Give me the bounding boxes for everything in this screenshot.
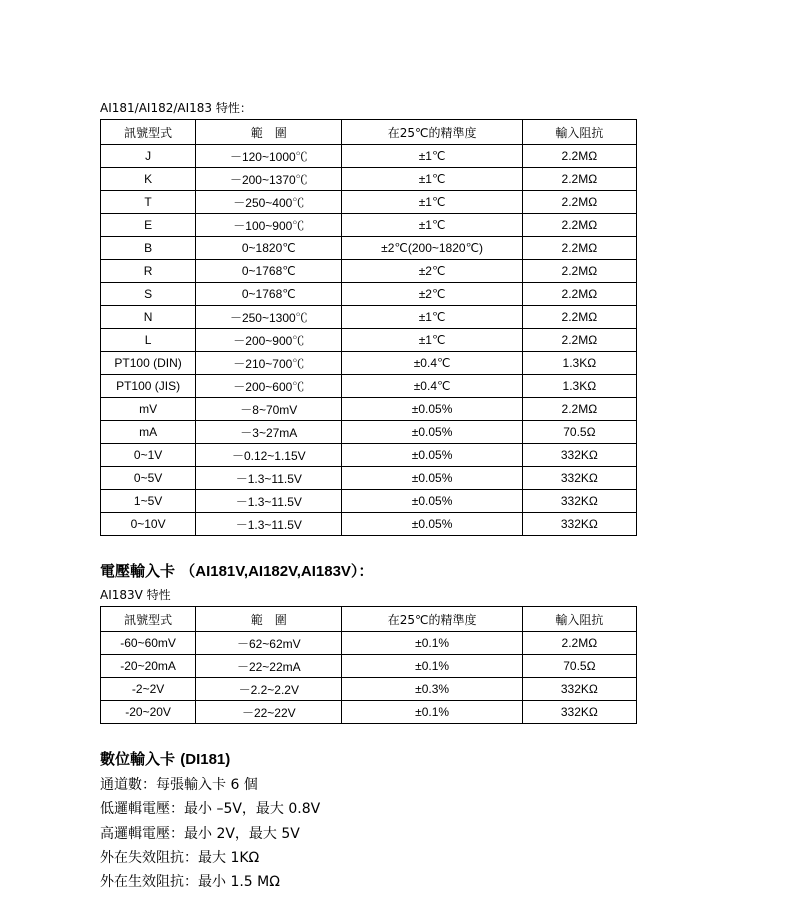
- table-row: [101, 398, 637, 421]
- table1-body: [101, 145, 637, 536]
- cell-range: －200~1370℃: [196, 168, 342, 191]
- table-header-row: [101, 607, 637, 632]
- cell-range: －62~62mV: [196, 632, 342, 655]
- cell-range: －200~900℃: [196, 329, 342, 352]
- table-row: [101, 701, 637, 724]
- cell-input-impedance: 332KΩ: [522, 444, 636, 467]
- cell-input-impedance: 2.2MΩ: [522, 632, 636, 655]
- header-signal-type: 訊號型式: [101, 120, 196, 145]
- table-row: [101, 306, 637, 329]
- cell-accuracy: ±0.1%: [342, 655, 522, 678]
- spec-line-off-impedance: 外在失效阻抗：最大 1KΩ: [100, 850, 260, 866]
- cell-range: －2.2~2.2V: [196, 678, 342, 701]
- cell-range: －0.12~1.15V: [196, 444, 342, 467]
- cell-accuracy: ±0.4℃: [342, 375, 522, 398]
- header-input-impedance: 輸入阻抗: [522, 120, 636, 145]
- table-row: [101, 444, 637, 467]
- cell-accuracy: ±0.05%: [342, 467, 522, 490]
- section3-title-en: (DI181): [180, 751, 231, 768]
- table-row: [101, 214, 637, 237]
- cell-input-impedance: 70.5Ω: [522, 421, 636, 444]
- cell-signal-type: -20~20mA: [101, 655, 196, 678]
- section2-title-en: （AI181V,AI182V,AI183V）：: [180, 563, 374, 580]
- table1-caption: AI181/AI182/AI183 特性：: [100, 101, 252, 115]
- cell-signal-type: PT100 (JIS): [101, 375, 196, 398]
- cell-input-impedance: 2.2MΩ: [522, 145, 636, 168]
- table-row: [101, 237, 637, 260]
- cell-range: －8~70mV: [196, 398, 342, 421]
- cell-accuracy: ±0.05%: [342, 398, 522, 421]
- table-header-row: [101, 120, 637, 145]
- cell-range: －3~27mA: [196, 421, 342, 444]
- cell-range: －22~22V: [196, 701, 342, 724]
- cell-signal-type: J: [101, 145, 196, 168]
- cell-input-impedance: 332KΩ: [522, 701, 636, 724]
- table-row: [101, 329, 637, 352]
- header-accuracy: 在25℃的精準度: [342, 607, 522, 632]
- cell-input-impedance: 332KΩ: [522, 678, 636, 701]
- table-row: [101, 678, 637, 701]
- section3-title-zh: 數位輸入卡: [100, 750, 176, 768]
- cell-range: 0~1768℃: [196, 283, 342, 306]
- cell-signal-type: 1~5V: [101, 490, 196, 513]
- cell-accuracy: ±2℃: [342, 283, 522, 306]
- table-row: [101, 352, 637, 375]
- cell-signal-type: K: [101, 168, 196, 191]
- cell-input-impedance: 2.2MΩ: [522, 260, 636, 283]
- cell-signal-type: mA: [101, 421, 196, 444]
- table2-body: [101, 632, 637, 724]
- cell-signal-type: -60~60mV: [101, 632, 196, 655]
- cell-input-impedance: 1.3KΩ: [522, 375, 636, 398]
- cell-input-impedance: 2.2MΩ: [522, 191, 636, 214]
- ai183v-spec-table: [100, 606, 637, 724]
- cell-range: －1.3~11.5V: [196, 467, 342, 490]
- table-row: [101, 490, 637, 513]
- cell-accuracy: ±2℃: [342, 260, 522, 283]
- cell-range: －200~600℃: [196, 375, 342, 398]
- cell-signal-type: R: [101, 260, 196, 283]
- table-row: [101, 283, 637, 306]
- cell-range: －250~1300℃: [196, 306, 342, 329]
- table-row: [101, 260, 637, 283]
- spec-line-on-impedance: 外在生效阻抗：最小 1.5 MΩ: [100, 874, 280, 890]
- table-row: [101, 168, 637, 191]
- cell-accuracy: ±1℃: [342, 306, 522, 329]
- cell-accuracy: ±0.05%: [342, 490, 522, 513]
- spec-line-low-logic-voltage: 低邏輯電壓：最小 –5V，最大 0.8V: [100, 801, 321, 817]
- cell-accuracy: ±1℃: [342, 145, 522, 168]
- cell-range: －22~22mA: [196, 655, 342, 678]
- cell-accuracy: ±0.05%: [342, 421, 522, 444]
- cell-signal-type: L: [101, 329, 196, 352]
- digital-input-card-heading: [100, 748, 230, 769]
- cell-accuracy: ±0.1%: [342, 701, 522, 724]
- cell-signal-type: 0~1V: [101, 444, 196, 467]
- cell-signal-type: 0~10V: [101, 513, 196, 536]
- cell-signal-type: PT100 (DIN): [101, 352, 196, 375]
- cell-signal-type: S: [101, 283, 196, 306]
- voltage-input-card-heading: [100, 560, 373, 581]
- cell-accuracy: ±1℃: [342, 214, 522, 237]
- cell-accuracy: ±0.05%: [342, 444, 522, 467]
- cell-input-impedance: 2.2MΩ: [522, 329, 636, 352]
- cell-signal-type: 0~5V: [101, 467, 196, 490]
- header-range: 範 圍: [196, 607, 342, 632]
- cell-accuracy: ±0.05%: [342, 513, 522, 536]
- cell-accuracy: ±0.1%: [342, 632, 522, 655]
- cell-accuracy: ±1℃: [342, 191, 522, 214]
- cell-signal-type: mV: [101, 398, 196, 421]
- cell-input-impedance: 2.2MΩ: [522, 214, 636, 237]
- table-row: [101, 632, 637, 655]
- table-row: [101, 145, 637, 168]
- cell-input-impedance: 332KΩ: [522, 467, 636, 490]
- table-row: [101, 421, 637, 444]
- cell-input-impedance: 1.3KΩ: [522, 352, 636, 375]
- cell-signal-type: -20~20V: [101, 701, 196, 724]
- spec-line-high-logic-voltage: 高邏輯電壓：最小 2V，最大 5V: [100, 826, 300, 842]
- cell-range: －250~400℃: [196, 191, 342, 214]
- cell-signal-type: N: [101, 306, 196, 329]
- header-range: 範 圍: [196, 120, 342, 145]
- header-input-impedance: 輸入阻抗: [522, 607, 636, 632]
- cell-input-impedance: 2.2MΩ: [522, 283, 636, 306]
- cell-accuracy: ±2℃(200~1820℃): [342, 237, 522, 260]
- table-row: [101, 467, 637, 490]
- cell-input-impedance: 2.2MΩ: [522, 168, 636, 191]
- cell-accuracy: ±0.4℃: [342, 352, 522, 375]
- header-signal-type: 訊號型式: [101, 607, 196, 632]
- cell-signal-type: E: [101, 214, 196, 237]
- table-row: [101, 513, 637, 536]
- cell-signal-type: T: [101, 191, 196, 214]
- table-row: [101, 655, 637, 678]
- cell-accuracy: ±1℃: [342, 168, 522, 191]
- cell-range: －100~900℃: [196, 214, 342, 237]
- cell-range: －1.3~11.5V: [196, 490, 342, 513]
- cell-accuracy: ±0.3%: [342, 678, 522, 701]
- cell-signal-type: -2~2V: [101, 678, 196, 701]
- cell-range: －120~1000℃: [196, 145, 342, 168]
- cell-range: 0~1820℃: [196, 237, 342, 260]
- cell-input-impedance: 2.2MΩ: [522, 237, 636, 260]
- cell-input-impedance: 2.2MΩ: [522, 306, 636, 329]
- cell-input-impedance: 2.2MΩ: [522, 398, 636, 421]
- cell-range: －210~700℃: [196, 352, 342, 375]
- table-row: [101, 191, 637, 214]
- spec-line-channels: 通道數：每張輸入卡 6 個: [100, 777, 258, 793]
- header-accuracy: 在25℃的精準度: [342, 120, 522, 145]
- cell-input-impedance: 332KΩ: [522, 513, 636, 536]
- cell-input-impedance: 70.5Ω: [522, 655, 636, 678]
- table2-caption: AI183V 特性: [100, 588, 171, 602]
- table-row: [101, 375, 637, 398]
- section2-title-zh: 電壓輸入卡: [100, 562, 176, 580]
- cell-signal-type: B: [101, 237, 196, 260]
- cell-range: －1.3~11.5V: [196, 513, 342, 536]
- cell-range: 0~1768℃: [196, 260, 342, 283]
- cell-accuracy: ±1℃: [342, 329, 522, 352]
- cell-input-impedance: 332KΩ: [522, 490, 636, 513]
- ai181-spec-table: [100, 119, 637, 536]
